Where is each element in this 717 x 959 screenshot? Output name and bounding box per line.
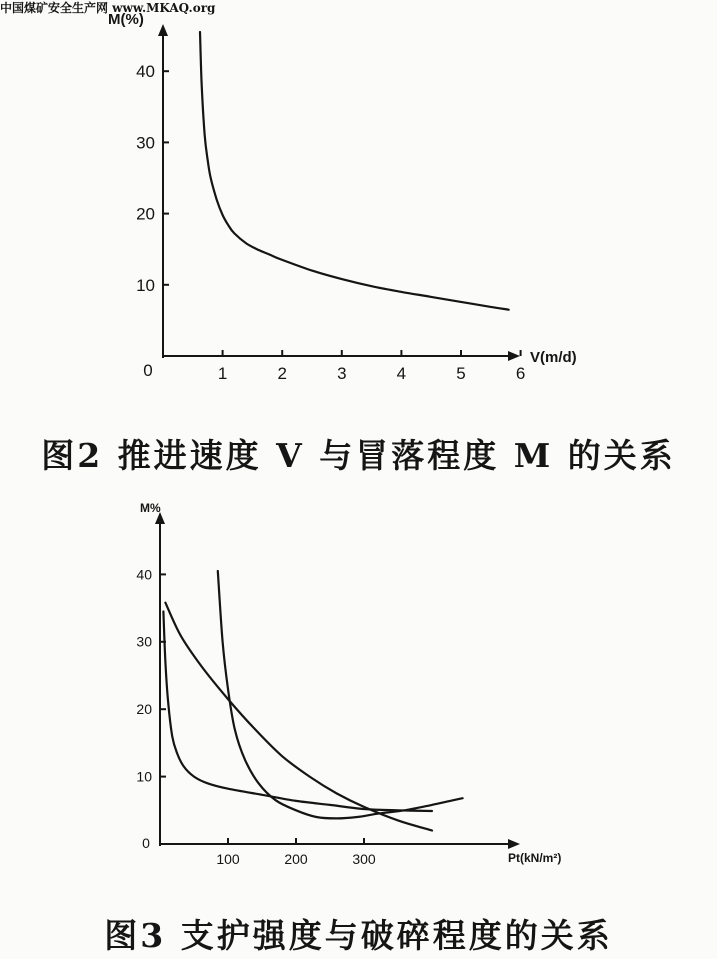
origin-label: 0	[143, 361, 153, 380]
y-axis-title: M(%)	[108, 11, 144, 28]
x-axis-title: V(m/d)	[530, 349, 577, 366]
origin-label: 0	[142, 835, 150, 851]
y-tick-label: 30	[136, 133, 155, 153]
chart-velocity-vs-caving	[108, 11, 577, 383]
x-axis-arrow	[508, 351, 520, 361]
figure-2-caption: 图2 推进速度 V 与冒落程度 M 的关系	[41, 436, 676, 475]
series-line-3	[218, 571, 463, 818]
y-tick-label: 40	[136, 566, 152, 583]
y-tick-label: 10	[136, 275, 155, 295]
x-axis-title: Pt(kN/m²)	[508, 851, 562, 865]
series-line-1	[200, 32, 509, 310]
chart-support-vs-breakage	[136, 501, 561, 867]
x-tick-label: 4	[396, 364, 407, 383]
series-line-1	[163, 612, 432, 812]
x-tick-label: 3	[337, 364, 347, 383]
x-tick-label: 5	[456, 364, 466, 383]
x-tick-label: 6	[515, 364, 526, 383]
y-tick-label: 40	[136, 62, 155, 82]
x-tick-label: 100	[216, 851, 240, 867]
watermark-text: 中国煤矿安全生产网 www.MKAQ.org	[0, 1, 216, 15]
y-axis-arrow	[158, 24, 168, 36]
y-tick-label: 20	[136, 701, 152, 718]
x-tick-label: 300	[352, 851, 376, 867]
y-tick-label: 30	[136, 633, 152, 650]
x-tick-label: 200	[284, 851, 308, 867]
x-tick-label: 1	[217, 364, 228, 383]
x-axis-arrow	[508, 839, 520, 849]
x-tick-label: 2	[277, 364, 287, 383]
series-line-2	[165, 603, 432, 831]
figure-3-caption: 图3 支护强度与破碎程度的关系	[104, 916, 613, 955]
y-axis-title: M%	[140, 501, 161, 515]
y-tick-label: 20	[136, 204, 155, 224]
y-tick-label: 10	[136, 768, 152, 785]
